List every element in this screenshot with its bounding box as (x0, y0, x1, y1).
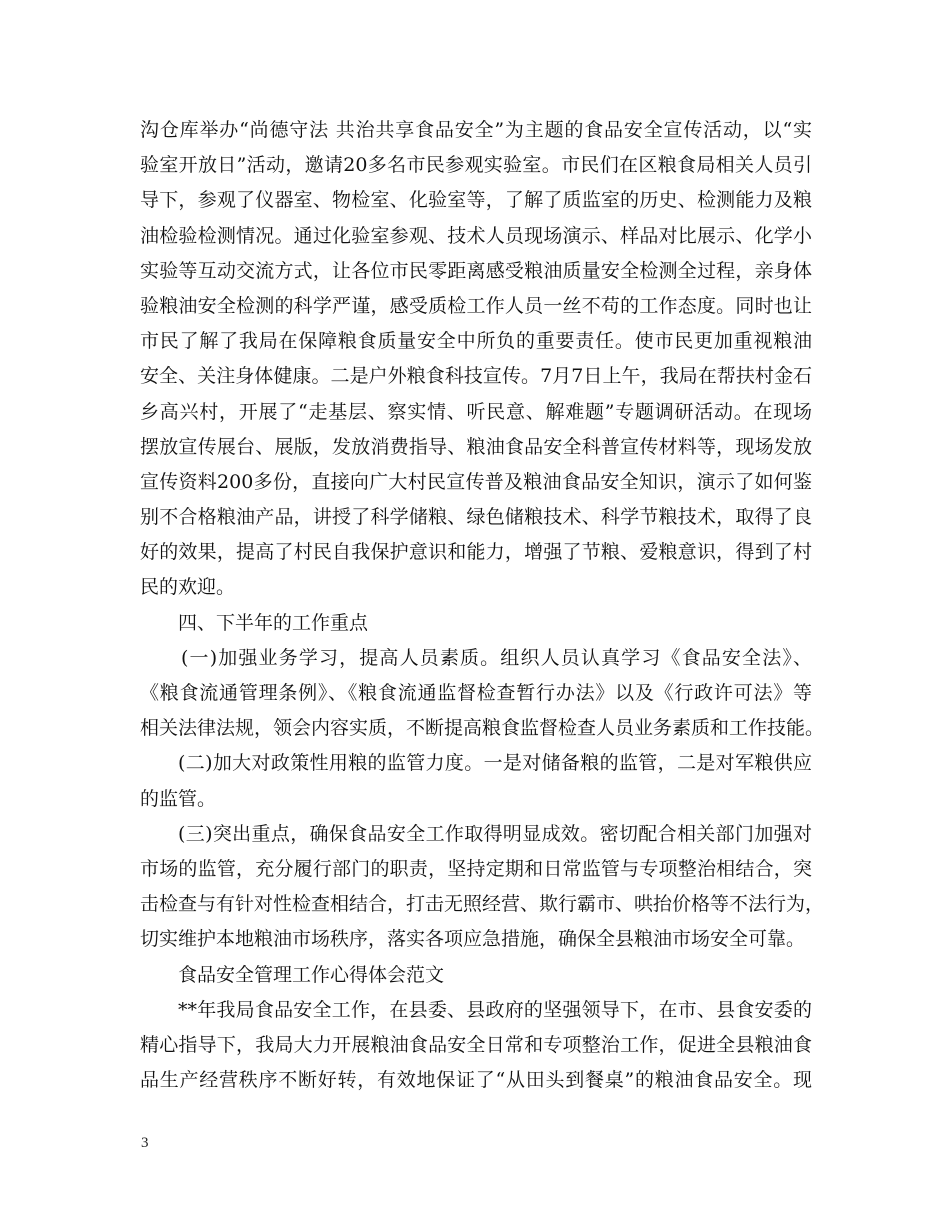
text-line: 市民了解了我局在保障粮食质量安全中所负的重要责任。使市民更加重视粮油 (140, 330, 812, 353)
text-line: (一)加强业务学习，提高人员素质。组织人员认真学习《食品安全法》、 (181, 646, 812, 669)
text-line: 市场的监管，充分履行部门的职责，坚持定期和日常监管与专项整治相结合，突 (140, 857, 812, 880)
text-line: 相关法律法规，领会内容实质，不断提高粮食监督检查人员业务素质和工作技能。 (140, 717, 825, 740)
text-line: (二)加大对政策性用粮的监管力度。一是对储备粮的监管，二是对军粮供应 (178, 752, 812, 775)
text-line: 沟仓库举办“尚德守法 共治共享食品安全”为主题的食品安全宣传活动，以“实 (140, 119, 812, 141)
text-line: 验粮油安全检测的科学严谨，感受质检工作人员一丝不苟的工作态度。同时也让 (140, 294, 812, 317)
text-line: 击检查与有针对性检查相结合，打击无照经营、欺行霸市、哄抬价格等不法行为， (140, 893, 825, 916)
text-line: 乡高兴村，开展了“走基层、察实情、听民意、解难题”专题调研活动。在现场 (140, 400, 812, 423)
text-line: 好的效果，提高了村民自我保护意识和能力，增强了节粮、爱粮意识，得到了村 (140, 541, 812, 564)
text-line: 的监管。 (140, 787, 217, 810)
text-line: 品生产经营秩序不断好转，有效地保证了“从田头到餐桌”的粮油食品安全。现 (140, 1069, 812, 1092)
text-line: (三)突出重点，确保食品安全工作取得明显成效。密切配合相关部门加强对 (178, 822, 812, 845)
section-heading: 四、下半年的工作重点 (178, 611, 369, 634)
text-line: 民的欢迎。 (140, 576, 236, 599)
text-line: 切实维护本地粮油市场秩序，落实各项应急措施，确保全县粮油市场安全可靠。 (140, 928, 806, 951)
text-line: 宣传资料200多份，直接向广大村民宣传普及粮油食品安全知识，演示了如何鉴 (140, 470, 812, 493)
article-title: 食品安全管理工作心得体会范文 (178, 963, 445, 986)
text-line: 验室开放日”活动，邀请20多名市民参观实验室。市民们在区粮食局相关人员引 (140, 154, 812, 177)
text-line: 油检验检测情况。通过化验室参观、技术人员现场演示、样品对比展示、化学小 (140, 224, 812, 247)
text-line: 别不合格粮油产品，讲授了科学储粮、绿色储粮技术、科学节粮技术，取得了良 (140, 506, 812, 529)
page-number: 3 (141, 1135, 149, 1151)
text-line: 摆放宣传展台、展版，发放消费指导、粮油食品安全科普宣传材料等，现场发放 (140, 435, 812, 458)
text-line: 导下，参观了仪器室、物检室、化验室等，了解了质监室的历史、检测能力及粮 (140, 189, 812, 212)
text-line: 《粮食流通管理条例》、《粮食流通监督检查暂行办法》以及《行政许可法》等 (140, 682, 812, 704)
text-line: 实验等互动交流方式，让各位市民零距离感受粮油质量安全检测全过程，亲身体 (140, 259, 812, 282)
body-text (140, 113, 825, 1098)
text-line: 精心指导下，我局大力开展粮油食品安全日常和专项整治工作，促进全县粮油食 (140, 1033, 812, 1056)
text-line: 安全、关注身体健康。二是户外粮食科技宣传。7月7日上午，我局在帮扶村金石 (140, 365, 812, 388)
text-line: **年我局食品安全工作，在县委、县政府的坚强领导下，在市、县食安委的 (178, 998, 812, 1021)
